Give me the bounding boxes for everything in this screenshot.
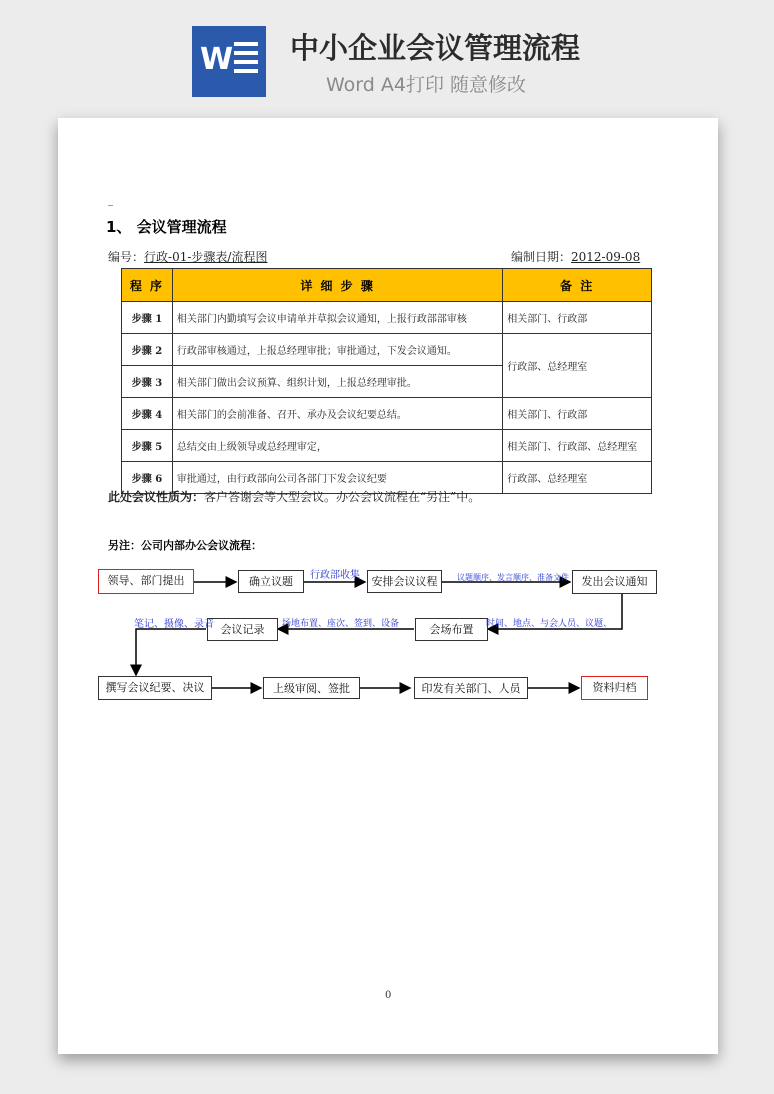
step-label: 步骤 1 [122, 302, 173, 334]
flow-label: 议题顺序、发言顺序、准备文件 [457, 573, 569, 582]
flow-label: 场地布置、座次、签到、设备 [282, 619, 400, 629]
nature-note-text: 客户答谢会等大型会议。办公会议流程在“另注”中。 [204, 490, 481, 504]
flow-arrow [136, 629, 206, 675]
word-logo-icon [192, 26, 266, 97]
step-note: 行政部、总经理室 [503, 334, 652, 398]
date-label: 编制日期： [511, 250, 572, 264]
step-detail: 总结交由上级领导或总经理审定， [172, 430, 502, 462]
flow-box-minutes: 撰写会议纪要、决议 [98, 676, 212, 700]
step-label: 步骤 2 [122, 334, 173, 366]
flow-box-record: 会议记录 [207, 618, 278, 641]
page-subtitle: Word A4打印 随意修改 [326, 74, 527, 96]
flow-box-topic: 确立议题 [238, 570, 304, 593]
document-page: _ 1、 会议管理流程 编号：行政-01-步骤表/流程图 编制日期：2012-09-08 程 序 详 细 步 骤 备 注 步骤 1 相关部门内勤填写会议申请单并草拟会议通知，上报行政部部审核 相关部门、行政部 步骤 2 行政部审核通过，上报总经理审批；审批通过，下发会议通知。 行政部、总经理室 步骤 3 相关部门做出会议预算、组织计划，上报总经理审批。 步骤 4 相关部门的会前准备、召开、承办及会议纪要总结。 相关部门、行政部 步骤 5 总结交由上级领导或总经理审定， 相关部门、行政部、总经理室 步骤 6 审批通过，由行政部向公司各部门下发会议纪要 行政部、总经理室 此处会议性质为：客户答谢会等大型会议。办公会议流程在“另注”中。 另注：公司内部办公会议流程： 领导、部门提出 确立议题 安排会议议程 发出会议通知 会场布置 会议记录 撰写会议纪要、决议 上级审阅、签批 印发有关部门、人员 资料归档 行政部收集 议题顺序、发言顺序、准备文件 时间、地点、与会人员、议题、 场地布置、座次、签到、设备 笔记、摄像、录音 0 [58, 118, 718, 1054]
step-note: 相关部门、行政部 [503, 302, 652, 334]
step-detail: 行政部审核通过，上报总经理审批；审批通过，下发会议通知。 [172, 334, 502, 366]
flow-label: 时间、地点、与会人员、议题、 [486, 619, 613, 629]
page-title: 中小企业会议管理流程 [290, 31, 581, 65]
flow-box-archive: 资料归档 [581, 676, 648, 700]
flow-box-distribute: 印发有关部门、人员 [414, 677, 528, 699]
flow-box-proposal: 领导、部门提出 [98, 569, 194, 594]
flow-box-agenda: 安排会议议程 [367, 570, 442, 593]
nature-note-label: 此处会议性质为： [108, 490, 205, 504]
code-label: 编号： [108, 250, 145, 264]
column-header: 程 序 [122, 269, 173, 302]
step-label: 步骤 3 [122, 366, 173, 398]
step-label: 步骤 6 [122, 462, 173, 494]
flow-box-review: 上级审阅、签批 [263, 677, 360, 699]
section-heading: 1、 会议管理流程 [106, 218, 227, 236]
logo-letter: W [200, 42, 234, 77]
step-label: 步骤 4 [122, 398, 173, 430]
flow-box-notice: 发出会议通知 [572, 570, 657, 594]
date-value: 2012-09-08 [571, 250, 641, 264]
flow-heading: 另注：公司内部办公会议流程： [108, 539, 262, 552]
step-detail: 审批通过，由行政部向公司各部门下发会议纪要 [172, 462, 502, 494]
step-detail: 相关部门的会前准备、召开、承办及会议纪要总结。 [172, 398, 502, 430]
step-note: 相关部门、行政部 [503, 398, 652, 430]
step-note: 相关部门、行政部、总经理室 [503, 430, 652, 462]
step-note: 行政部、总经理室 [503, 462, 652, 494]
step-label: 步骤 5 [122, 430, 173, 462]
flow-label: 笔记、摄像、录音 [134, 619, 214, 630]
step-detail: 相关部门内勤填写会议申请单并草拟会议通知，上报行政部部审核 [172, 302, 502, 334]
step-detail: 相关部门做出会议预算、组织计划，上报总经理审批。 [172, 366, 502, 398]
code-value: 行政-01-步骤表/流程图 [144, 250, 268, 264]
column-header: 详 细 步 骤 [172, 269, 502, 302]
flow-box-venue: 会场布置 [415, 618, 488, 641]
page-number: 0 [385, 990, 392, 1001]
column-header: 备 注 [503, 269, 652, 302]
flow-label: 行政部收集 [310, 570, 360, 581]
